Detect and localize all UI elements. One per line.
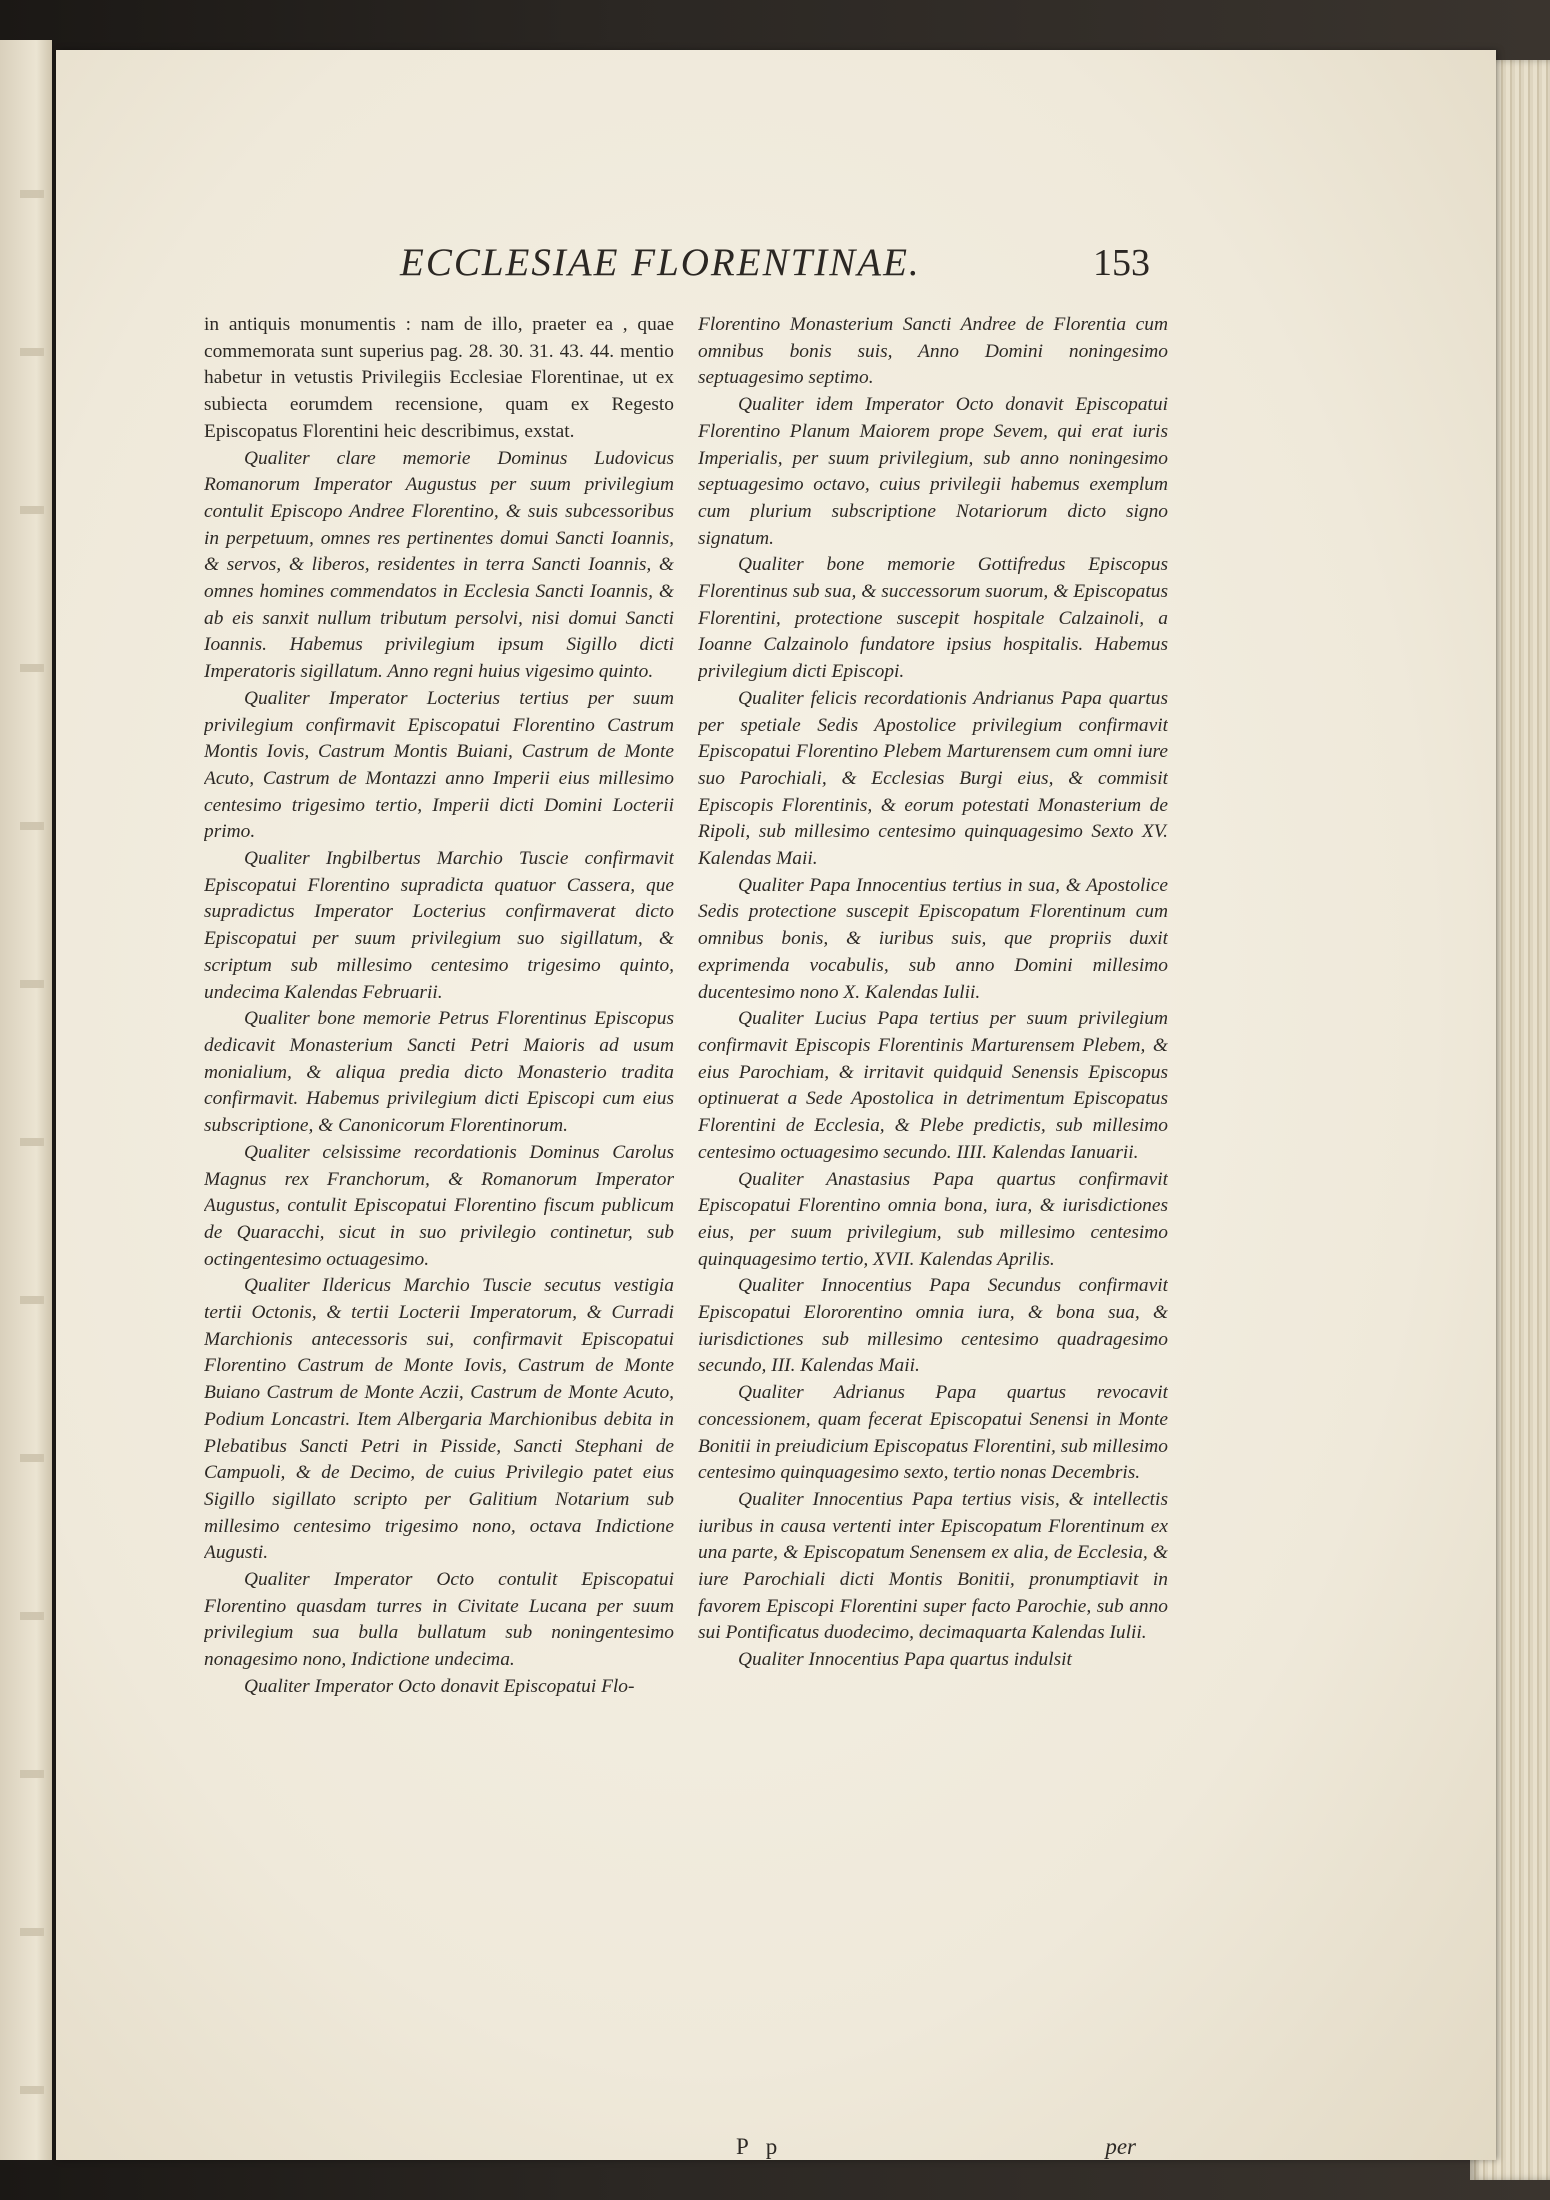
facing-page-edge [0,40,52,2160]
paragraph: Qualiter Imperator Locterius tertius per suum privilegium confirmavit Episcopatui Florentino Castrum Montis Iovis, Castrum Montis Buiani, Castrum de Monte Acuto, Castrum de Montazzi anno Imperii eius millesimo centesimo trigesimo tertio, Imperii dicti Domini Locterii primo. [204,687,674,843]
paragraph: Qualiter idem Imperator Octo donavit Episcopatui Florentino Planum Maiorem prope Sevem, qui erat iuris Imperialis, per suum privilegium, sub anno noningesimo septuagesimo octavo, cuius privilegii habemus exemplum cum plurium subscriptione Notariorum dicto signo signatum. [698,394,1168,549]
signature-mark: P p [736,2134,784,2159]
paragraph: Qualiter Imperator Octo contulit Episcopatui Florentino quasdam turres in Civitate Lucana per suum privilegium sua bulla bullatum sub noningentesimo nonagesimo nono, Indictione undecima. [204,1569,674,1671]
paragraph: Qualiter Ingbilbertus Marchio Tuscie confirmavit Episcopatui Florentino supradicta quatuor Cassera, que supradictus Imperator Locterius confirmaverat dicto Episcopatui per suum privilegium suo sigillatum, & scriptum sub millesimo centesimo trigesimo quinto, undecima Kalendas Februarii. [204,848,674,1003]
paragraph: Qualiter Anastasius Papa quartus confirmavit Episcopatui Florentino omnia bona, iura, & iurisdictiones eius, per suum privilegium, sub millesimo centesimo quinquagesimo tertio, XVII. Kalendas Aprilis. [698,1168,1168,1270]
catchword: per [1105,2134,1136,2159]
paragraph: Qualiter clare memorie Dominus Ludovicus Romanorum Imperator Augustus per suum privilegium contulit Episcopo Andree Florentino, & suis subcessoribus in perpetuum, omnes res pertinentes domui Sancti Ioannis, & servos, & liberos, residentes in terra Sancti Ioannis, & omnes homines commendatos in Ecclesia Sancti Ioannis, & ab eis sanxit nullum tributum persolvi, nisi domui Sancti Ioannis. Habemus privilegium ipsum Sigillo dicti Imperatoris sigillatum. Anno regni huius vigesimo quinto. [204,447,674,683]
page-footer [736,2134,1136,2164]
paragraph: Qualiter Lucius Papa tertius per suum privilegium confirmavit Episcopis Florentinis Marturensem Plebem, & eius Parochiam, & irritavit quidquid Senensis Episcopus optinuerat a Sede Apostolica in detrimentum Episcopatus Florentini de Ecclesia, & Plebe predictis, sub millesimo centesimo octuagesimo secundo. IIII. Kalendas Ianuarii. [698,1008,1168,1163]
paragraph: Qualiter Innocentius Papa Secundus confirmavit Episcopatui Elororentino omnia iura, & bona sua, & iurisdictiones sub millesimo centesimo quadragesimo secundo, III. Kalendas Maii. [698,1275,1168,1377]
binding-threads [20,40,44,2160]
paragraph: Qualiter felicis recordationis Andrianus Papa quartus per spetiale Sedis Apostolice privilegium confirmavit Episcopatui Florentino Plebem Marturensem cum omni iure suo Parochiali, & Ecclesias Burgi eius, & commisit Episcopis Florentinis, & eorum potestati Monasterium de Ripoli, sub millesimo centesimo quinquagesimo Sexto XV. Kalendas Maii. [698,687,1168,870]
paragraph: Qualiter Imperator Octo donavit Episcopatui Flo- [244,1675,635,1697]
right-column [698,312,1168,2132]
running-title: ECCLESIAE FLORENTINAE. [400,241,921,284]
paragraph: Qualiter Ildericus Marchio Tuscie secutus vestigia tertii Octonis, & tertii Locterii Imperatorum, & Curradi Marchionis antecessoris sui, confirmavit Episcopatui Florentino Castrum de Monte Iovis, Castrum de Monte Buiano Castrum de Monte Aczii, Castrum de Monte Acuto, Podium Loncastri. Item Albergaria Marchionibus debita in Plebatibus Sancti Petri in Pisside, Sancti Stephani de Campuoli, & de Decimo, de cuius Privilegio patet eius Sigillo sigillato scripto per Galitium Notarium sub millesimo centesimo trigesimo nono, octava Indictione Augusti. [204,1275,674,1564]
running-head [400,240,1150,310]
paragraph: Qualiter Innocentius Papa quartus indulsit [738,1649,1072,1671]
paragraph: Qualiter Innocentius Papa tertius visis, & intellectis iuribus in causa vertenti inter Episcopatum Florentinum ex una parte, & Episcopatum Senensem ex alia, de Ecclesia, & iure Parochiali dicti Montis Bonitii, pronumptiavit in favorem Episcopi Florentini super facto Parochie, sub anno sui Pontificatus duodecimo, decimaquarta Kalendas Iulii. [698,1488,1168,1644]
paragraph: Qualiter Papa Innocentius tertius in sua, & Apostolice Sedis protectione suscepit Episcopatum Florentinum cum omnibus bonis, & iuribus suis, que propriis duxit exprimenda vocabulis, sub anno Domini millesimo ducentesimo nono X. Kalendas Iulii. [698,874,1168,1003]
paragraph: Qualiter celsissime recordationis Dominus Carolus Magnus rex Franchorum, & Romanorum Imperator Augustus, contulit Episcopatui Florentino fiscum publicum de Quaracchi, sicut in suo privilegio continetur, sub octingentesimo octuagesimo. [204,1141,674,1270]
paragraph: Florentino Monasterium Sancti Andree de Florentia cum omnibus bonis suis, Anno Domini noningesimo septuagesimo septimo. [698,314,1168,389]
paragraph: Qualiter bone memorie Petrus Florentinus Episcopus dedicavit Monasterium Sancti Petri Maioris ad usum monialium, & aliqua predia dicto Monasterio tradita confirmavit. Habemus privilegium dicti Episcopi cum eius subscriptione, & Canonicorum Florentinorum. [204,1008,674,1137]
paragraph: in antiquis monumentis : nam de illo, praeter ea , quae commemorata sunt superius pag. 28. 30. 31. 43. 44. mentio habetur in vetustis Privilegiis Ecclesiae Florentinae, ut ex subiecta eorumdem recensione, quam ex Regesto Episcopatus Florentini heic describimus, exstat. [204,314,674,442]
paragraph: Qualiter Adrianus Papa quartus revocavit concessionem, quam fecerat Episcopatui Senensi in Monte Bonitii in preiudicium Episcopatus Florentini, sub millesimo centesimo quinquagesimo sexto, tertio nonas Decembris. [698,1382,1168,1484]
left-column [204,312,674,2132]
paragraph: Qualiter bone memorie Gottifredus Episcopus Florentinus sub sua, & successorum suorum, & Episcopatus Florentini, protectione suscepit hospitale Calzainoli, a Ioanne Calzainolo fundatore ipsius hospitalis. Habemus privilegium dicti Episcopi. [698,554,1168,683]
page-number: 153 [1093,242,1150,284]
